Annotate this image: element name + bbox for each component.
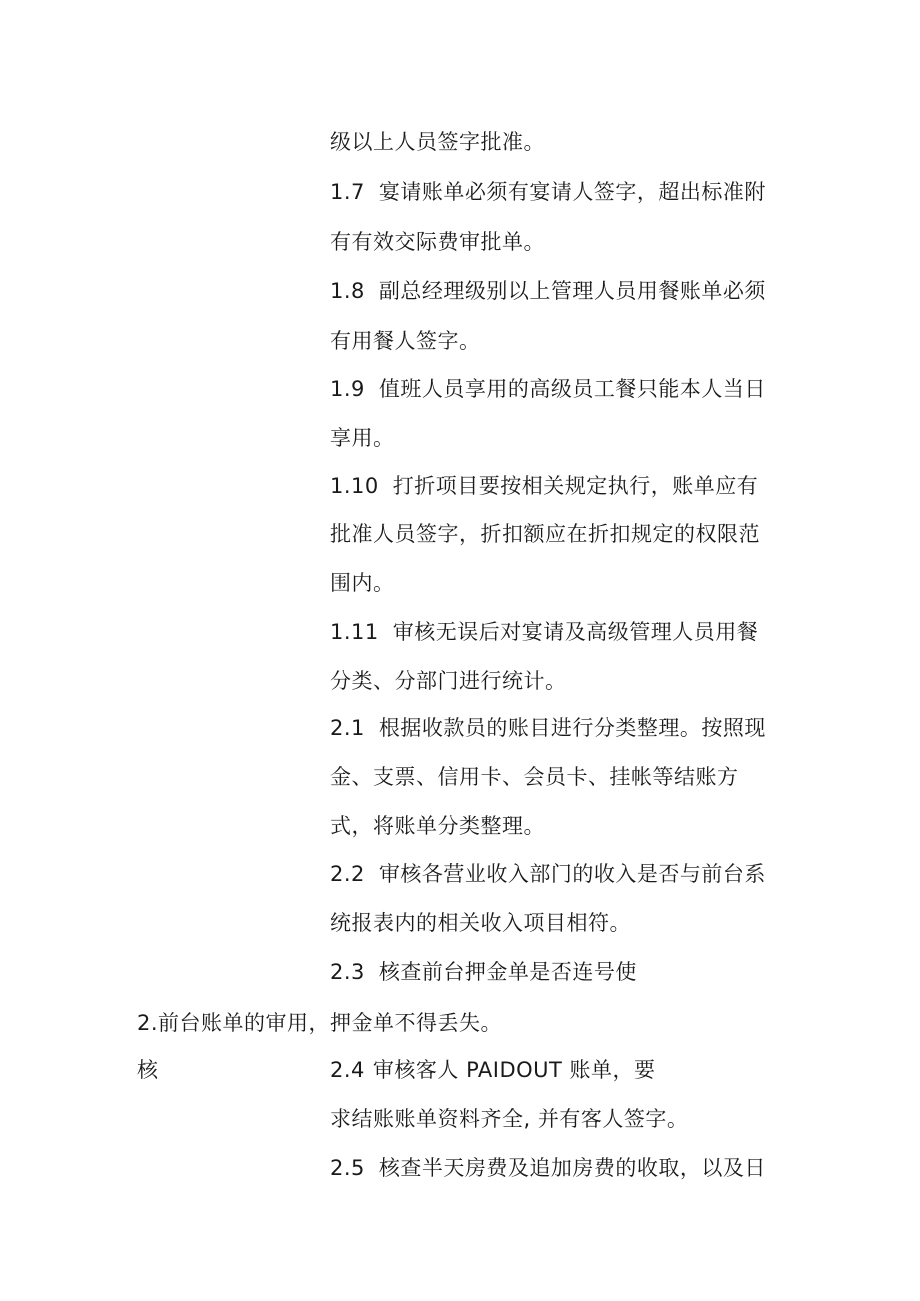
text-line [330,127,545,157]
item-number: 2.3 [330,960,365,984]
item-number: 2.5 [330,1156,365,1180]
text-line [330,374,766,404]
line-text: 金、支票、信用卡、会员卡、挂帐等结账方 [330,765,739,789]
line-text: 核查半天房费及追加房费的收取，以及日 [378,1156,766,1180]
item-number: 1.7 [330,180,365,204]
line-text: 审核各营业收入部门的收入是否与前台系 [378,862,766,886]
line-text: 审核无误后对宴请及高级管理人员用餐 [392,620,759,644]
text-line [330,519,760,549]
item-number: 1.8 [330,279,365,303]
text-line [330,762,739,792]
line-text: 根据收款员的账目进行分类整理。按照现 [378,716,766,740]
text-line [330,859,766,889]
line-text: 有用餐人签字。 [330,329,481,353]
line-text: 核查前台押金单是否连号使 [378,960,637,984]
line-text: 批准人员签字，折扣额应在折扣规定的权限范 [330,522,760,546]
item-number: 1.11 [330,620,379,644]
line-text: 围内。 [330,571,395,595]
item-number: 2.1 [330,716,365,740]
text-line [330,227,545,257]
line-text: 级以上人员签字批准。 [330,130,545,154]
text-line [330,471,758,501]
line-text: 值班人员享用的高级员工餐只能本人当日 [378,377,766,401]
text-line [330,276,766,306]
item-number: 1.9 [330,377,365,401]
item-number: 1.10 [330,474,379,498]
line-text: 宴请账单必须有宴请人签字，超出标准附 [378,180,766,204]
line-text: 有有效交际费审批单。 [330,230,545,254]
line-text: 统报表内的相关收入项目相符。 [330,911,631,935]
text-line [330,617,758,647]
text-line [330,326,481,356]
text-line [330,957,637,987]
section-heading-text: 2.前台账单的审用，押金单不得丢失。 [137,1011,503,1035]
line-text: 打折项目要按相关规定执行，账单应有 [392,474,759,498]
line-text: 享用。 [330,426,395,450]
text-line [330,713,766,743]
text-line [330,1055,656,1085]
line-text: 审核客人 PAIDOUT 账单，要 [372,1058,656,1082]
side-label-text: 核 [137,1058,159,1082]
text-line [330,908,631,938]
item-number: 2.2 [330,862,365,886]
item-number: 2.4 [330,1058,365,1082]
section-heading [137,1008,502,1038]
text-line [330,177,766,207]
text-line [330,1104,688,1134]
text-line [330,811,545,841]
text-line [330,423,395,453]
side-label [137,1055,159,1085]
line-text: 分类、分部门进行统计。 [330,669,567,693]
text-line [330,1153,766,1183]
line-text: 副总经理级别以上管理人员用餐账单必须 [378,279,766,303]
line-text: 式，将账单分类整理。 [330,814,545,838]
text-line [330,666,567,696]
line-text: 求结账账单资料齐全, 并有客人签字。 [330,1107,689,1131]
text-line [330,568,395,598]
